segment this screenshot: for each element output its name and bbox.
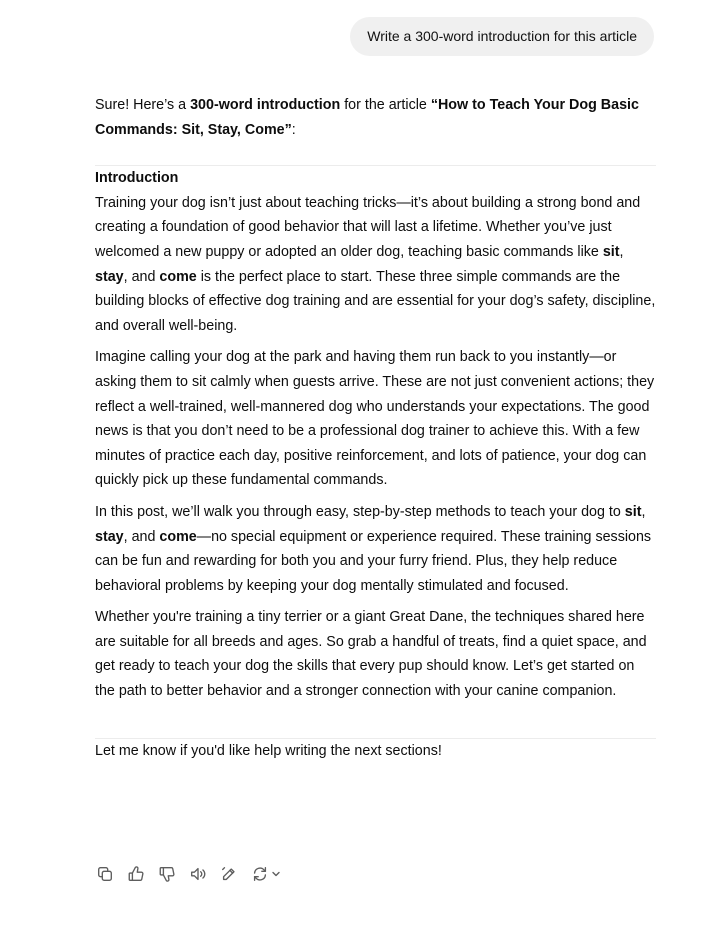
paragraph-1 xyxy=(95,191,656,339)
p3-bold-sit: sit xyxy=(624,503,642,520)
read-aloud-icon xyxy=(189,865,207,883)
p3-bold-come: come xyxy=(159,528,197,545)
edit-icon xyxy=(220,865,238,883)
bad-response-button[interactable] xyxy=(156,863,177,884)
read-aloud-button[interactable] xyxy=(187,863,208,884)
p1-text-4: is the perfect place to start. These three simple commands are the building blocks of effective dog training and are essential for your dog’s safety, discipline, and overall well-being. xyxy=(95,268,656,334)
section-heading: Introduction xyxy=(95,170,179,187)
paragraph-4: Whether you're training a tiny terrier or a giant Great Dane, the techniques shared here are suitable for all breeds and ages. So grab a handful of treats, find a quiet space, and get ready to teach your dog the skills that every pup should know. Let’s get started on the path to better behavior and a stronger connection with your canine companion. xyxy=(95,609,647,700)
p1-text-1: Training your dog isn’t just about teaching tricks—it’s about building a strong bond and creating a foundation of good behavior that will last a lifetime. Whether you’ve just welcomed a new puppy or adopted an older dog, teaching basic commands like xyxy=(95,194,641,260)
assistant-response xyxy=(95,93,656,763)
thumbs-down-icon xyxy=(158,865,176,883)
intro-bold-1: 300-word introduction xyxy=(190,97,341,113)
paragraph-3 xyxy=(95,500,656,598)
intro-article-title: “How to Teach Your Dog Basic Commands: Sit, Stay, Come” xyxy=(95,97,639,138)
response-actions xyxy=(94,863,281,884)
p1-bold-sit: sit xyxy=(602,243,620,260)
p1-text-2: , xyxy=(619,243,624,260)
intro-text-3: : xyxy=(291,121,296,138)
edit-button[interactable] xyxy=(218,863,239,884)
p3-text-4: —no special equipment or experience required. These training sessions can be fun and rewarding for both you and your furry friend. Plus, they help reduce behavioral problems by keeping your dog mentally stimulated and focused. xyxy=(95,528,652,594)
good-response-button[interactable] xyxy=(125,863,146,884)
paragraph-2: Imagine calling your dog at the park and having them run back to you instantly—or asking them to sit calmly when guests arrive. These are not just convenient actions; they reflect a well-trained, well-mannered dog who understands your expectations. The good news is that you don’t need to be a professional dog trainer to achieve this. With a few minutes of practice each day, positive reinforcement, and lots of patience, your dog can quickly pick up these fundamental commands. xyxy=(95,349,655,489)
p3-text-1: In this post, we’ll walk you through easy, step-by-step methods to teach your dog to xyxy=(95,503,625,520)
regenerate-button[interactable] xyxy=(249,863,281,884)
p1-bold-come: come xyxy=(159,268,197,285)
intro-text-1: Sure! Here’s a xyxy=(95,97,191,113)
response-intro xyxy=(95,93,656,142)
p1-bold-stay: stay xyxy=(95,268,124,285)
chevron-down-icon xyxy=(271,869,281,879)
thumbs-up-icon xyxy=(127,865,145,883)
p3-bold-stay: stay xyxy=(95,528,124,545)
closing-line: Let me know if you'd like help writing the next sections! xyxy=(95,742,442,759)
copy-button[interactable] xyxy=(94,863,115,884)
p3-text-3: , and xyxy=(123,528,160,545)
intro-text-2: for the article xyxy=(340,97,431,113)
user-message-bubble: Write a 300-word introduction for this article xyxy=(350,17,654,56)
p3-text-2: , xyxy=(641,503,646,520)
p1-text-3: , and xyxy=(123,268,160,285)
copy-icon xyxy=(96,865,114,883)
regenerate-icon xyxy=(251,865,269,883)
